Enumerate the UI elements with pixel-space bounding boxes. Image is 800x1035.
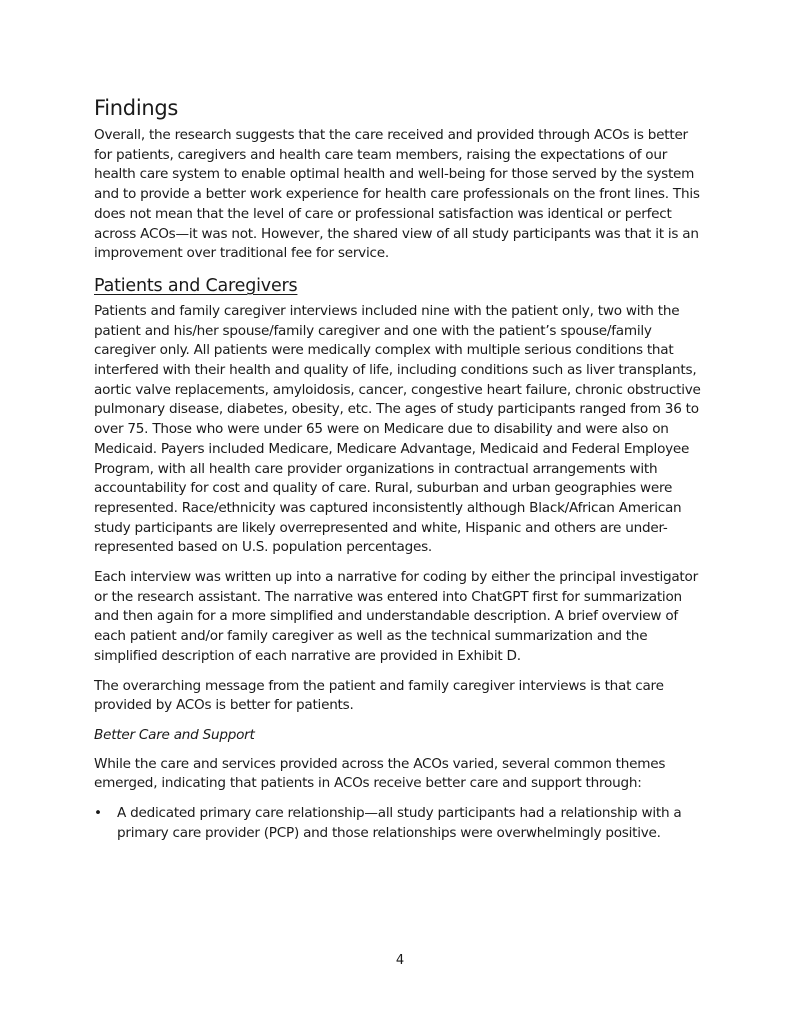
patients-paragraph-2: Each interview was written up into a narrative for coding by either the principal investigator or the research assistant. The narrative was entered into ChatGPT first for summarization and then again for a more simplified and understandable description. A brief overview of each patient and/or family caregiver as well as the technical summarization and the simplified description of each narrative are provided in Exhibit D. (94, 569, 698, 664)
patients-paragraph-1: Patients and family caregiver interviews included nine with the patient only, two with the patient and his/her spouse/family caregiver and one with the patient’s spouse/family caregiver only. All patients were medically complex with multiple serious conditions that interfered with their health and quality of life, including conditions such as liver transplants, aortic valve replacements, amyloidosis, cancer, congestive heart failure, chronic obstructive pulmonary disease, diabetes, obesity, etc. The ages of study participants ranged from 36 to over 75. Those who were under 65 were on Medicare due to disability and were also on Medicaid. Payers included Medicare, Medicare Advantage, Medicaid and Federal Employee Program, with all health care provider organizations in contractual arrangements with accountability for cost and quality of care. Rural, suburban and urban geographies were represented. Race/ethnicity was captured inconsistently although Black/African American study participants are likely overrepresented and white, Hispanic and others are under-represented based on U.S. population percentages. (94, 302, 701, 556)
page-number: 4 (395, 953, 405, 968)
list-item-text: A dedicated primary care relationship—all study participants had a relationship with a primary care provider (PCP) and those relationships were overwhelmingly positive. (117, 805, 682, 841)
findings-heading: Findings (94, 96, 179, 120)
patients-paragraph-3: The overarching message from the patient and family caregiver interviews is that care provided by ACOs is better for patients. (94, 677, 664, 714)
document-page (94, 94, 708, 844)
list-item (94, 804, 708, 843)
patients-caregivers-heading: Patients and Caregivers (94, 275, 298, 296)
themes-list (94, 804, 708, 843)
bullet-icon: • (94, 805, 102, 822)
better-care-subheading: Better Care and Support (94, 726, 255, 743)
better-care-intro: While the care and services provided across the ACOs varied, several common themes emerged, indicating that patients in ACOs receive better care and support through: (94, 755, 666, 792)
findings-paragraph: Overall, the research suggests that the care received and provided through ACOs is better for patients, caregivers and health care team members, raising the expectations of our health care system to enable optimal health and well-being for those served by the system and to provide a better work experience for health care professionals on the front lines. This does not mean that the level of care or professional satisfaction was identical or perfect across ACOs—it was not. However, the shared view of all study participants was that it is an improvement over traditional fee for service. (94, 127, 700, 262)
